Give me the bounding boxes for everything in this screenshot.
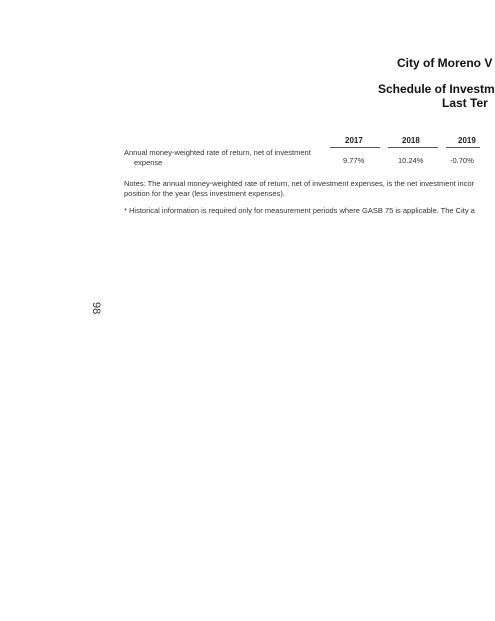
notes-text — [124, 179, 474, 199]
notes-line1: Notes: The annual money-weighted rate of return, net of investment expenses, is the net investment incor — [124, 179, 475, 188]
table-cell: 9.77% — [343, 156, 365, 165]
schedule-period: Last Ter — [442, 96, 488, 110]
document-title: City of Moreno V — [397, 56, 493, 70]
page-number: 98 — [90, 302, 102, 315]
row-label — [124, 148, 311, 168]
table-header-year: 2019 — [458, 136, 476, 145]
footnote: * Historical information is required only for measurement periods where GASB 75 is applicable. The City a — [124, 206, 475, 215]
row-label-line1: Annual money-weighted rate of return, net of investment — [124, 148, 311, 157]
table-cell: -0.70% — [450, 156, 474, 165]
year-underline — [446, 147, 480, 148]
table-header-year: 2018 — [402, 136, 420, 145]
year-underline — [388, 147, 438, 148]
notes-line2: position for the year (less investment expenses). — [124, 189, 285, 198]
table-cell: 10.24% — [398, 156, 424, 165]
row-label-line2: expense — [134, 158, 163, 167]
schedule-title: Schedule of Investm — [378, 82, 495, 96]
table-header-year: 2017 — [345, 136, 363, 145]
year-underline — [330, 147, 380, 148]
